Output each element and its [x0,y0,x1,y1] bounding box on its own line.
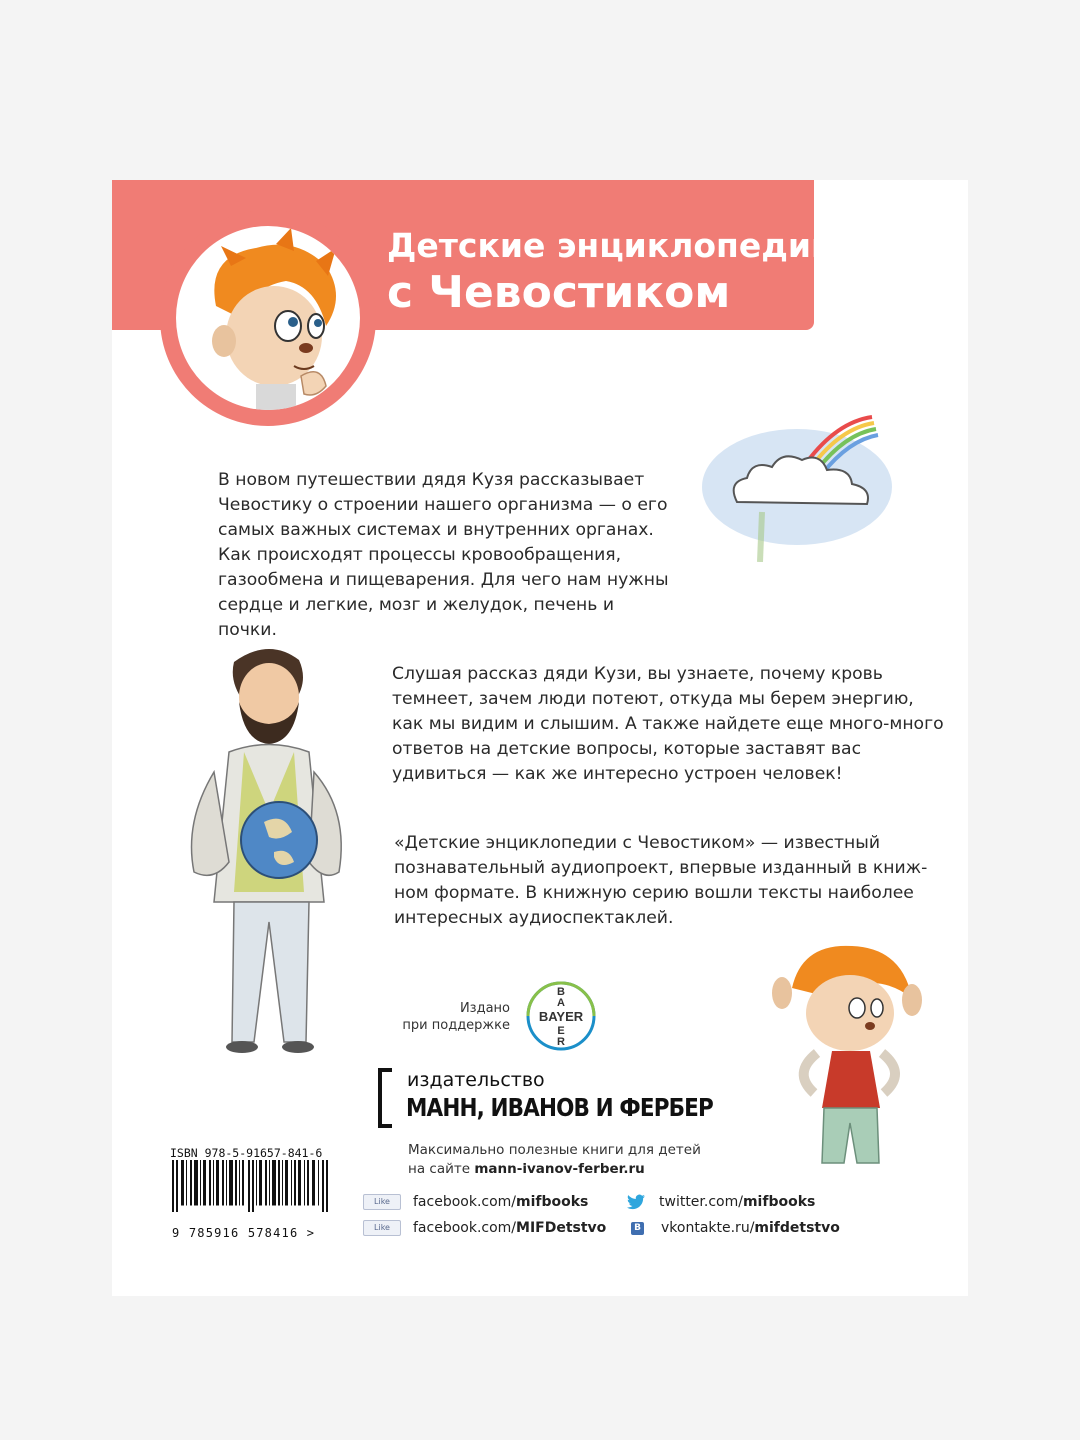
isbn-label: ISBN 978-5-91657-841-6 [170,1146,323,1160]
bayer-letter: A [557,997,565,1009]
facebook-handle: mifbooks [516,1194,589,1210]
vkontakte-link[interactable] [631,1220,840,1236]
description-paragraph-2: Слушая рассказ дяди Кузи, вы узнаете, почему кровь темнеет, зачем люди потеют, откуда мы берем энергию, как мы видим и слышим. А также найдете еще много-много ответов на детские вопросы, которые заставят вас удивиться — как же интересно устроен человек! [392,664,944,784]
vkontakte-handle: mifdetstvo [754,1220,840,1236]
description-paragraph-1: В новом путешествии дядя Кузя рассказывает Чевостику о строении нашего организма — о его самых важных системах и внутренних органах. Как происходят процессы кровообращения, газообмена и пищеварения. Для чего нам нужны сердце и легкие, мозг и желудок, печень и почки. [218,470,669,640]
facebook-mifdetstvo-link[interactable] [363,1220,606,1236]
bayer-logo [525,980,597,1052]
series-title-line1: Детские энциклопедии [387,226,835,265]
publisher-label: издательство [407,1069,545,1091]
tagline-prefix: на сайте [408,1161,475,1177]
facebook-mifbooks-link[interactable] [363,1194,588,1210]
isbn-barcode [172,1160,330,1212]
banner-portrait-frame [160,210,376,426]
chevostik-portrait [176,226,360,410]
barcode-digits: 9 785916 578416 > [172,1226,316,1240]
publisher-tagline [408,1141,701,1179]
series-title-line2: с Чевостиком [387,267,731,318]
facebook-domain: facebook.com/ [413,1194,517,1210]
twitter-icon [627,1194,645,1210]
bayer-letter: B [557,986,565,998]
series-title [387,224,834,318]
twitter-handle: mifbooks [742,1194,816,1210]
twitter-link[interactable] [627,1194,815,1210]
like-badge-icon[interactable]: Like [363,1194,401,1210]
cloud-rainbow-illustration [702,412,902,562]
facebook-handle: MIFDetstvo [516,1220,607,1236]
facebook-domain: facebook.com/ [413,1220,517,1236]
like-badge-icon[interactable]: Like [363,1220,401,1236]
vkontakte-icon: В [631,1222,644,1235]
bayer-letter: R [557,1036,565,1048]
chevostik-standing-illustration [762,938,932,1170]
publisher-bracket [378,1068,392,1128]
vkontakte-domain: vkontakte.ru/ [661,1220,755,1236]
tagline-line1: Максимально полезные книги для детей [408,1142,701,1158]
description-paragraph-3: «Детские энциклопедии с Чевостиком» — известный познавательный аудиопроект, впервые изданный в книж- ном формате. В книжную серию вошли тексты наиболее интересных аудиоспектаклей. [394,833,928,928]
publisher-name: МАНН, ИВАНОВ И ФЕРБЕР [406,1093,713,1122]
sponsor-label: Издано при поддержке [402,1001,510,1033]
publisher-site-link[interactable]: mann-ivanov-ferber.ru [474,1161,645,1177]
bayer-letter: E [557,1025,565,1037]
book-back-cover [112,180,968,1296]
uncle-kuzya-illustration [174,642,364,1072]
bayer-logo-horizontal: BAYER [538,1009,584,1024]
twitter-domain: twitter.com/ [659,1194,743,1210]
chevostik-face-illustration [176,226,360,410]
